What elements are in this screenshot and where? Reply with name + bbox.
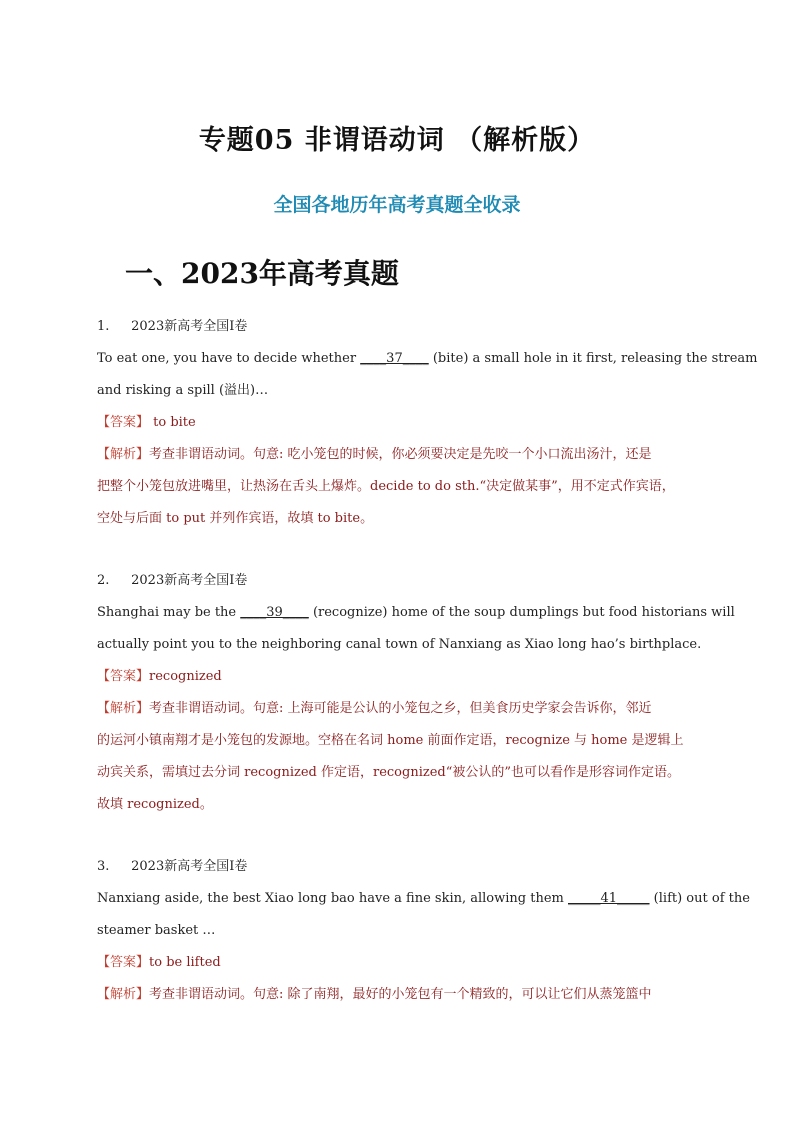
fill-blank: ____39____ <box>240 605 309 620</box>
answer-text: recognized <box>149 669 222 684</box>
stem-text: actually point you to the neighboring canal town of Nanxiang as Xiao long hao’s birthplace. <box>97 637 702 652</box>
stem-text: Nanxiang aside, the best Xiao long bao have a fine skin, allowing them <box>97 891 568 906</box>
question-header <box>97 851 697 883</box>
stem-text: (lift) out of the <box>649 891 750 906</box>
answer-tag: 【答案】 <box>97 415 150 430</box>
answer-text: to bite <box>149 415 196 430</box>
stem-text: (recognize) home of the soup dumplings but food historians will <box>308 605 735 620</box>
section-heading: 一、2023年高考真题 <box>125 257 399 290</box>
analysis-tag: 【解析】 <box>97 447 150 462</box>
stem-text: To eat one, you have to decide whether <box>97 351 361 366</box>
question-number: 2. <box>97 573 110 588</box>
question-stem-line <box>97 915 697 947</box>
answer-line <box>97 407 697 439</box>
analysis-line: 空处与后面 to put 并列作宾语，故填 to bite。 <box>97 511 374 526</box>
analysis-text: 考查非谓语动词。句意: 除了南翔，最好的小笼包有一个精致的，可以让它们从蒸笼篮中 <box>149 987 652 1002</box>
analysis-line: 故填 recognized。 <box>97 797 213 812</box>
question-source: 2023新高考全国I卷 <box>131 319 248 334</box>
stem-text: and risking a spill (溢出)… <box>97 383 269 398</box>
answer-line <box>97 947 697 979</box>
answer-line <box>97 661 697 693</box>
analysis-line <box>97 439 697 471</box>
question-stem-line <box>97 375 697 407</box>
question-header <box>97 565 697 597</box>
stem-text: (bite) a small hole in it first, releasing the stream <box>428 351 758 366</box>
answer-tag: 【答案】 <box>97 955 150 970</box>
analysis-tag: 【解析】 <box>97 987 150 1002</box>
answer-tag: 【答案】 <box>97 669 150 684</box>
analysis-tag: 【解析】 <box>97 701 150 716</box>
question-stem-line <box>97 883 750 915</box>
question-3 <box>97 851 750 1011</box>
analysis-line: 动宾关系，需填过去分词 recognized 作定语，recognized“被公认的”也可以看作是形容词作定语。 <box>97 765 681 780</box>
page-subtitle: 全国各地历年高考真题全收录 <box>273 194 521 216</box>
fill-blank: ____37____ <box>360 351 429 366</box>
question-header <box>97 311 697 343</box>
page-title: 专题05 非谓语动词 （解析版） <box>198 125 596 156</box>
stem-text: steamer basket … <box>97 923 216 938</box>
analysis-text: 考查非谓语动词。句意: 吃小笼包的时候，你必须要决定是先咬一个小口流出汤汁，还是 <box>149 447 652 462</box>
question-source: 2023新高考全国I卷 <box>131 859 248 874</box>
fill-blank: _____41_____ <box>568 891 650 906</box>
analysis-line <box>97 693 697 725</box>
analysis-line <box>97 979 697 1011</box>
question-1 <box>97 311 758 535</box>
question-stem-line <box>97 343 758 375</box>
question-source: 2023新高考全国I卷 <box>131 573 248 588</box>
analysis-text: 考查非谓语动词。句意: 上海可能是公认的小笼包之乡，但美食历史学家会告诉你，邻近 <box>149 701 652 716</box>
question-number: 3. <box>97 859 110 874</box>
stem-text: Shanghai may be the <box>97 605 241 620</box>
question-2 <box>97 565 735 821</box>
analysis-line: 把整个小笼包放进嘴里，让热汤在舌头上爆炸。decide to do sth.“决定做某事”，用不定式作宾语， <box>97 479 675 494</box>
analysis-line: 的运河小镇南翔才是小笼包的发源地。空格在名词 home 前面作定语，recognize 与 home 是逻辑上 <box>97 733 684 748</box>
question-stem-line <box>97 597 735 629</box>
answer-text: to be lifted <box>149 955 221 970</box>
question-number: 1. <box>97 319 110 334</box>
question-stem-line <box>97 629 702 661</box>
